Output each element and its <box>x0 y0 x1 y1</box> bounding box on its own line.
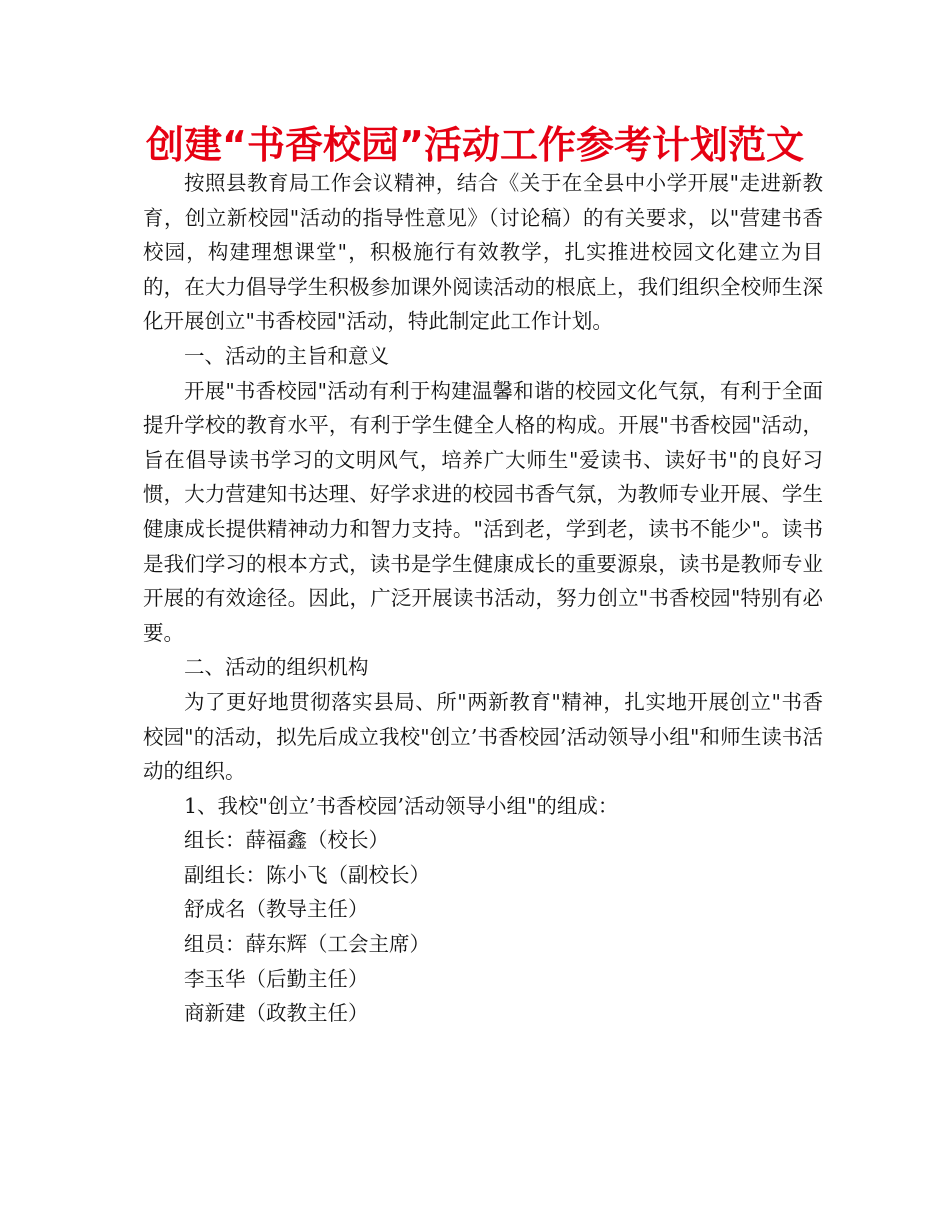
section-heading-purpose: 一、活动的主旨和意义 <box>184 343 389 368</box>
document-title: 创建“书香校园”活动工作参考计划范文 <box>146 123 804 167</box>
organization-paragraph: 为了更好地贯彻落实县局、所"两新教育"精神，扎实地开展创立"书香校园"的活动，拟先后成立我校"创立’书香校园’活动领导小组"和师生读书活动的组织。 <box>143 689 823 784</box>
member-line: 李玉华（后勤主任） <box>184 966 369 991</box>
section-heading-organization: 二、活动的组织机构 <box>184 655 369 680</box>
member-line: 舒成名（教导主任） <box>184 897 369 922</box>
purpose-paragraph: 开展"书香校园"活动有利于构建温馨和谐的校园文化气氛，有利于全面提升学校的教育水平，有利于学生健全人格的构成。开展"书香校园"活动，旨在倡导读书学习的文明风气，培养广大师生"爱读书、读好书"的良好习惯，大力营建知书达理、好学求进的校园书香气氛，为教师专业开展、学生健康成长提供精神动力和智力支持。"活到老，学到老，读书不能少"。读书是我们学习的根本方式，读书是学生健康成长的重要源泉，读书是教师专业开展的有效途径。因此，广泛开展读书活动，努力创立"书香校园"特别有必要。 <box>143 378 823 645</box>
member-line: 组员：薛东辉（工会主席） <box>184 932 430 957</box>
leadership-group-heading: 1、我校"创立’书香校园’活动领导小组"的组成： <box>184 793 619 818</box>
document-body <box>143 166 823 1031</box>
member-line: 商新建（政教主任） <box>184 1001 369 1026</box>
member-line: 组长：薛福鑫（校长） <box>184 828 389 853</box>
intro-paragraph: 按照县教育局工作会议精神，结合《关于在全县中小学开展"走进新教育，创立新校园"活动的指导性意见》（讨论稿）的有关要求，以"营建书香校园，构建理想课堂"，积极施行有效教学，扎实推进校园文化建立为目的，在大力倡导学生积极参加课外阅读活动的根底上，我们组织全校师生深化开展创立"书香校园"活动，特此制定此工作计划。 <box>143 171 823 334</box>
member-line: 副组长：陈小飞（副校长） <box>184 862 430 887</box>
